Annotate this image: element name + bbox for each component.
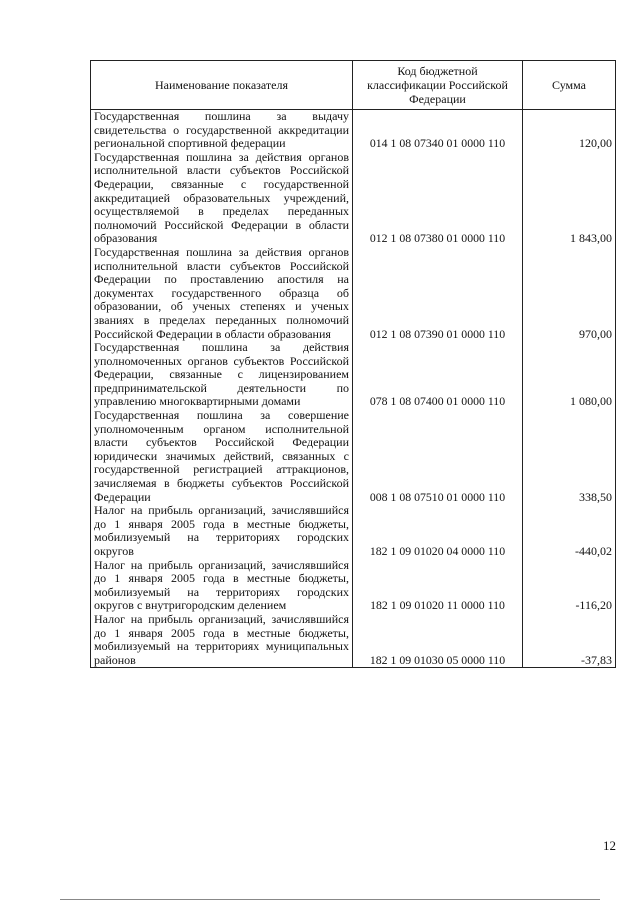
indicator-name: Государственная пошлина за действия органов исполнительной власти субъектов Российской Федерации, связанные с государственной аккредитацией образовательных учреждений, осуществляемой в пределах переданных полномочий Российской Федерации в области образования xyxy=(91,151,353,246)
amount: -440,02 xyxy=(523,504,616,558)
indicator-name: Государственная пошлина за совершение уполномоченным органом исполнительной власти субъектов Российской Федерации юридически значимых действий, связанных с государственной регистрацией аттракционов, зачисляемая в бюджеты субъектов Российской Федерации xyxy=(91,409,353,504)
table-row xyxy=(91,341,616,409)
amount: 338,50 xyxy=(523,409,616,504)
amount: -37,83 xyxy=(523,613,616,668)
indicator-name: Налог на прибыль организаций, зачислявшийся до 1 января 2005 года в местные бюджеты, мобилизуемый на территориях городских округов xyxy=(91,504,353,558)
indicator-name: Государственная пошлина за действия уполномоченных органов субъектов Российской Федерации, связанные с лицензированием предпринимательской деятельности по управлению многоквартирными домами xyxy=(91,341,353,409)
table-body xyxy=(91,110,616,668)
table-row xyxy=(91,246,616,341)
table-header-row xyxy=(91,61,616,110)
table-row xyxy=(91,504,616,558)
indicator-name: Налог на прибыль организаций, зачислявшийся до 1 января 2005 года в местные бюджеты, мобилизуемый на территориях муниципальных районов xyxy=(91,613,353,668)
table-row xyxy=(91,110,616,151)
amount: 1 843,00 xyxy=(523,151,616,246)
page-bottom-rule xyxy=(60,899,600,900)
indicator-name: Государственная пошлина за выдачу свидетельства о государственной аккредитации региональной спортивной федерации xyxy=(91,110,353,151)
budget-code: 014 1 08 07340 01 0000 110 xyxy=(353,110,523,151)
budget-table xyxy=(90,60,616,668)
amount: 1 080,00 xyxy=(523,341,616,409)
budget-code: 078 1 08 07400 01 0000 110 xyxy=(353,341,523,409)
header-code: Код бюджетной классификации Российской Федерации xyxy=(353,61,523,110)
amount: 120,00 xyxy=(523,110,616,151)
budget-code: 182 1 09 01020 11 0000 110 xyxy=(353,559,523,613)
indicator-name: Налог на прибыль организаций, зачислявшийся до 1 января 2005 года в местные бюджеты, мобилизуемый на территориях городских округов с внутригородским делением xyxy=(91,559,353,613)
budget-code: 012 1 08 07390 01 0000 110 xyxy=(353,246,523,341)
table-header xyxy=(91,61,616,110)
table-row xyxy=(91,151,616,246)
page-number: 12 xyxy=(603,838,616,853)
header-name: Наименование показателя xyxy=(91,61,353,110)
budget-code: 182 1 09 01030 05 0000 110 xyxy=(353,613,523,668)
budget-code: 182 1 09 01020 04 0000 110 xyxy=(353,504,523,558)
table-row xyxy=(91,559,616,613)
amount: 970,00 xyxy=(523,246,616,341)
amount: -116,20 xyxy=(523,559,616,613)
budget-code: 008 1 08 07510 01 0000 110 xyxy=(353,409,523,504)
table-row xyxy=(91,613,616,668)
indicator-name: Государственная пошлина за действия органов исполнительной власти субъектов Российской Федерации по проставлению апостиля на документах государственного образца об образовании, об ученых степенях и ученых званиях в пределах переданных полномочий Российской Федерации в области образования xyxy=(91,246,353,341)
header-sum: Сумма xyxy=(523,61,616,110)
budget-code: 012 1 08 07380 01 0000 110 xyxy=(353,151,523,246)
table-row xyxy=(91,409,616,504)
